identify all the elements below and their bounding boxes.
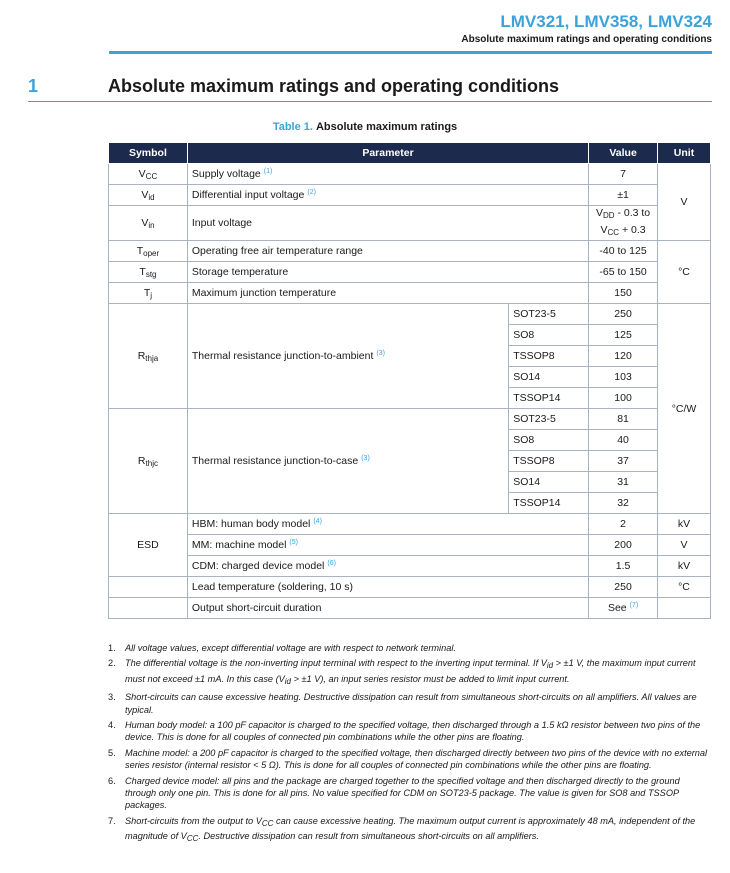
table-row <box>109 556 711 577</box>
package-cell: SO8 <box>509 430 589 451</box>
table-row <box>109 409 711 430</box>
value-cell: 120 <box>589 346 658 367</box>
parameter-cell: CDM: charged device model $^{(6)}$ <box>187 556 588 577</box>
symbol-cell: $V_{id}$ <box>109 185 188 206</box>
footnote: 2. The differential voltage is the non-inverting input terminal with respect to the inverting input terminal. If $V_{id} > \pm 1$ V, the maximum input current must not exceed ±1 mA. In this case ($V_{id} > \pm 1$ V), an input series resistor must be added to limit input current. <box>108 658 696 686</box>
header-unit: Unit <box>658 143 711 164</box>
unit-cell: V <box>658 535 711 556</box>
table-row <box>109 514 711 535</box>
value-cell: 37 <box>589 451 658 472</box>
value-cell: 103 <box>589 367 658 388</box>
footnote: 1. All voltage values, except differential voltage are with respect to network terminal. <box>108 643 456 653</box>
package-cell: TSSOP14 <box>509 388 589 409</box>
header-title: LMV321, LMV358, LMV324 <box>500 12 712 31</box>
symbol-cell: $R_{thjc}$ <box>109 409 188 514</box>
value-cell: 250 <box>589 577 658 598</box>
header-subtitle: Absolute maximum ratings and operating conditions <box>461 34 712 45</box>
unit-cell: °C <box>658 241 711 304</box>
package-cell: SOT23-5 <box>509 409 589 430</box>
package-cell: TSSOP8 <box>509 346 589 367</box>
package-cell: SO14 <box>509 472 589 493</box>
parameter-cell: MM: machine model $^{(5)}$ <box>187 535 588 556</box>
value-cell: 40 <box>589 430 658 451</box>
footnote: 5. Machine model: a 200 pF capacitor is charged to the specified voltage, then discharged directly between two pins of the device with no external series resistor (internal resistor < 5 Ω). This is done for all couples of connected pin combinations while the other pins are floating. <box>108 747 708 771</box>
table-header-row <box>109 143 711 164</box>
symbol-cell <box>109 577 188 598</box>
symbol-cell: $T_j$ <box>109 283 188 304</box>
value-cell: 2 <box>589 514 658 535</box>
header-rule <box>109 51 712 54</box>
section-number: 1 <box>28 76 39 96</box>
value-cell: 150 <box>589 283 658 304</box>
table-row <box>109 598 711 619</box>
footnote: 7. Short-circuits from the output to $V_{CC}$ can cause excessive heating. The maximum output current is approximately 48 mA, independent of the magnitude of $V_{CC}$. Destructive dissipation can result from simultaneous short-circuits on all amplifiers. <box>108 815 696 844</box>
package-cell: TSSOP14 <box>509 493 589 514</box>
table-row <box>109 535 711 556</box>
table-caption-text: Absolute maximum ratings <box>315 121 458 133</box>
unit-cell: °C/W <box>658 304 711 514</box>
parameter-cell: Lead temperature (soldering, 10 s) <box>187 577 588 598</box>
symbol-cell: $R_{thja}$ <box>109 304 188 409</box>
package-cell: SOT23-5 <box>509 304 589 325</box>
parameter-cell: Operating free air temperature range <box>187 241 588 262</box>
package-cell: SO14 <box>509 367 589 388</box>
table-row <box>109 283 711 304</box>
symbol-cell: $T_{stg}$ <box>109 262 188 283</box>
value-cell: 81 <box>589 409 658 430</box>
value-cell: 31 <box>589 472 658 493</box>
unit-cell: V <box>658 164 711 241</box>
section-rule <box>28 101 712 102</box>
value-cell: 200 <box>589 535 658 556</box>
parameter-cell: HBM: human body model $^{(4)}$ <box>187 514 588 535</box>
section-title: Absolute maximum ratings and operating conditions <box>108 76 560 96</box>
value-cell: ±1 <box>589 185 658 206</box>
package-cell: SO8 <box>509 325 589 346</box>
symbol-cell <box>109 598 188 619</box>
table-row <box>109 262 711 283</box>
package-cell: TSSOP8 <box>509 451 589 472</box>
header-symbol: Symbol <box>109 143 188 164</box>
footnote: 4. Human body model: a 100 pF capacitor is charged to the specified voltage, then discharged through a 1.5 kΩ resistor between two pins of the device. This is done for all couples of connected pin combinations while the other pins are floating. <box>108 720 701 743</box>
footnotes <box>108 642 713 849</box>
table-row <box>109 304 711 325</box>
footnote: 3. Short-circuits can cause excessive heating. Destructive dissipation can result from simultaneous short-circuits on all amplifiers. All values are typical. <box>108 692 697 715</box>
value-cell: 32 <box>589 493 658 514</box>
parameter-cell: Output short-circuit duration <box>187 598 588 619</box>
symbol-cell: $V_{in}$ <box>109 206 188 241</box>
table-caption-label: Table 1. <box>272 121 313 133</box>
table-row <box>109 241 711 262</box>
unit-cell: kV <box>658 514 711 535</box>
table-row <box>109 185 711 206</box>
symbol-cell: $T_{oper}$ <box>109 241 188 262</box>
value-cell: 7 <box>589 164 658 185</box>
parameter-cell: Thermal resistance junction-to-case $^{(3)}$ <box>187 409 508 514</box>
symbol-cell: $V_{CC}$ <box>109 164 188 185</box>
value-cell: -65 to 150 <box>589 262 658 283</box>
parameter-cell: Thermal resistance junction-to-ambient $^{(3)}$ <box>187 304 508 409</box>
value-cell: 125 <box>589 325 658 346</box>
parameter-cell: Supply voltage $^{(1)}$ <box>187 164 588 185</box>
parameter-cell: Storage temperature <box>187 262 588 283</box>
value-cell: -40 to 125 <box>589 241 658 262</box>
parameter-cell: Maximum junction temperature <box>187 283 588 304</box>
parameter-cell: Differential input voltage $^{(2)}$ <box>187 185 588 206</box>
absolute-maximum-ratings-table <box>108 142 711 619</box>
unit-cell: °C <box>658 577 711 598</box>
table-caption <box>0 121 730 133</box>
header-parameter: Parameter <box>187 143 588 164</box>
unit-cell <box>658 598 711 619</box>
symbol-cell: ESD <box>109 514 188 577</box>
parameter-cell: Input voltage <box>187 206 588 241</box>
table-row <box>109 164 711 185</box>
value-cell: 1.5 <box>589 556 658 577</box>
unit-cell: kV <box>658 556 711 577</box>
footnote: 6. Charged device model: all pins and the package are charged together to the specified voltage and then discharged directly to the ground through only one pin. This is done for all pins. No value specified for CDM on SOT23-5 package. The value is given for SO8 and TSSOP packages. <box>108 775 680 811</box>
value-cell: See $^{(7)}$ <box>589 598 658 619</box>
value-cell: 100 <box>589 388 658 409</box>
table-row <box>109 577 711 598</box>
header-value: Value <box>589 143 658 164</box>
table-row <box>109 206 711 241</box>
value-cell: 250 <box>589 304 658 325</box>
value-cell: $V_{DD} - 0.3$ to $V_{CC} + 0.3$ <box>589 206 658 241</box>
